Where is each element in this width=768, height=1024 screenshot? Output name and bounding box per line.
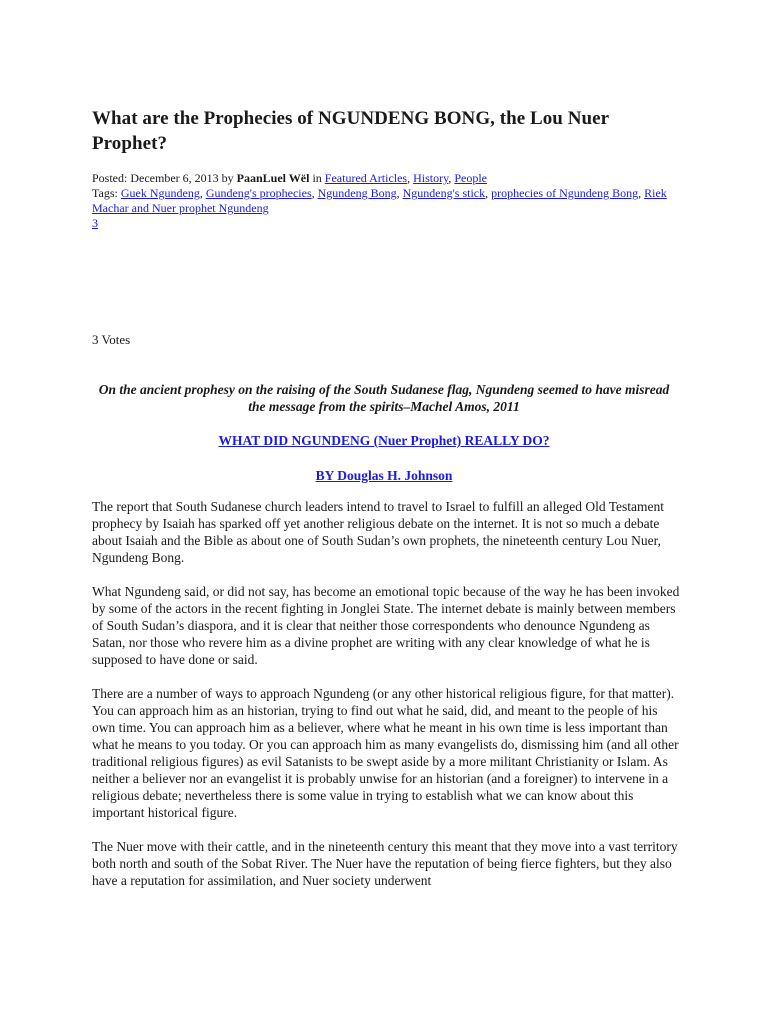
- category-link-featured-articles[interactable]: Featured Articles: [324, 171, 408, 185]
- in-text: in: [309, 171, 325, 185]
- article-title: What are the Prophecies of NGUNDENG BONG, the Lou Nuer Prophet?: [92, 108, 609, 154]
- tag-link[interactable]: Gundeng's prophecies: [205, 186, 312, 200]
- tag-link[interactable]: prophecies of Ngundeng Bong: [491, 186, 639, 200]
- tag-link[interactable]: Riek Machar and Nuer prophet Ngundeng: [92, 186, 667, 215]
- paragraph: There are a number of ways to approach Ngundeng (or any other historical religious figure, for that matter). You can approach him as an historian, trying to find out what he said, did, and meant to the people of his own time. You can approach him as a believer, where what he meant in his own time is less important than what he means to you today. Or you can approach him as many evangelists do, dismissing him (and all other traditional religious figures) as evil Satanists to be swept aside by a more militant Christianity or Islam. As neither a believer nor an evangelist it is probably unwise for an historian (and a foreigner) to intervene in a religious debate; nevertheless there is some value in trying to establish what we can know about this important historical figure.: [92, 686, 679, 820]
- votes-count: 3 Votes: [92, 332, 131, 347]
- comment-count-link[interactable]: 3: [92, 216, 98, 230]
- paragraph: The report that South Sudanese church leaders intend to travel to Israel to fulfill an alleged Old Testament prophecy by Isaiah has sparked off yet another religious debate on the internet. It is not so much a debate about Isaiah and the Bible as about one of South Sudan’s own prophets, the nineteenth century Lou Nuer, Ngundeng Bong.: [92, 499, 665, 565]
- subheading: [92, 432, 676, 449]
- tag-link[interactable]: Guek Ngundeng: [120, 186, 200, 200]
- article-body: [92, 498, 680, 906]
- byline-link[interactable]: BY Douglas H. Johnson: [315, 468, 453, 483]
- subheading-link[interactable]: WHAT DID NGUNDENG (Nuer Prophet) REALLY DO?: [218, 433, 550, 448]
- posted-label: Posted:: [92, 171, 131, 185]
- paragraph: What Ngundeng said, or did not say, has become an emotional topic because of the way he has been invoked by some of the actors in the recent fighting in Jonglei State. The internet debate is mainly between members of South Sudan’s diaspora, and it is clear that neither those correspondents who denounce Ngundeng as Satan, nor those who revere him as a divine prophet are writing with any clear knowledge of what he is supposed to have done or said.: [92, 584, 680, 667]
- author-name: PaanLuel Wël: [236, 171, 310, 185]
- tag-link[interactable]: Ngundeng Bong: [317, 186, 397, 200]
- by-text: by: [218, 171, 237, 185]
- tag-link[interactable]: Ngundeng's stick: [402, 186, 486, 200]
- tags-label: Tags:: [92, 186, 121, 200]
- tags-line: Tags: Guek Ngundeng, Gundeng's prophecies, Ngundeng Bong, Ngundeng's stick, prophecies of Ngundeng Bong, Riek Machar and Nuer prophet Ngundeng: [92, 186, 667, 215]
- category-link-history[interactable]: History: [413, 171, 449, 185]
- posted-line: Posted: December 6, 2013 by PaanLuel Wël in Featured Articles, History, People: [92, 171, 488, 185]
- category-link-people[interactable]: People: [454, 171, 488, 185]
- byline: [92, 467, 676, 484]
- posted-date: December 6, 2013: [130, 171, 219, 185]
- post-meta: [92, 171, 680, 231]
- lead-quote: On the ancient prophesy on the raising of the South Sudanese flag, Ngundeng seemed to have misread the message from the spirits–Machel Amos, 2011: [98, 382, 670, 414]
- article-header: [92, 106, 680, 231]
- paragraph: The Nuer move with their cattle, and in the nineteenth century this meant that they move into a vast territory both north and south of the Sobat River. The Nuer have the reputation of being fierce fighters, but they also have a reputation for assimilation, and Nuer society underwent: [92, 839, 678, 888]
